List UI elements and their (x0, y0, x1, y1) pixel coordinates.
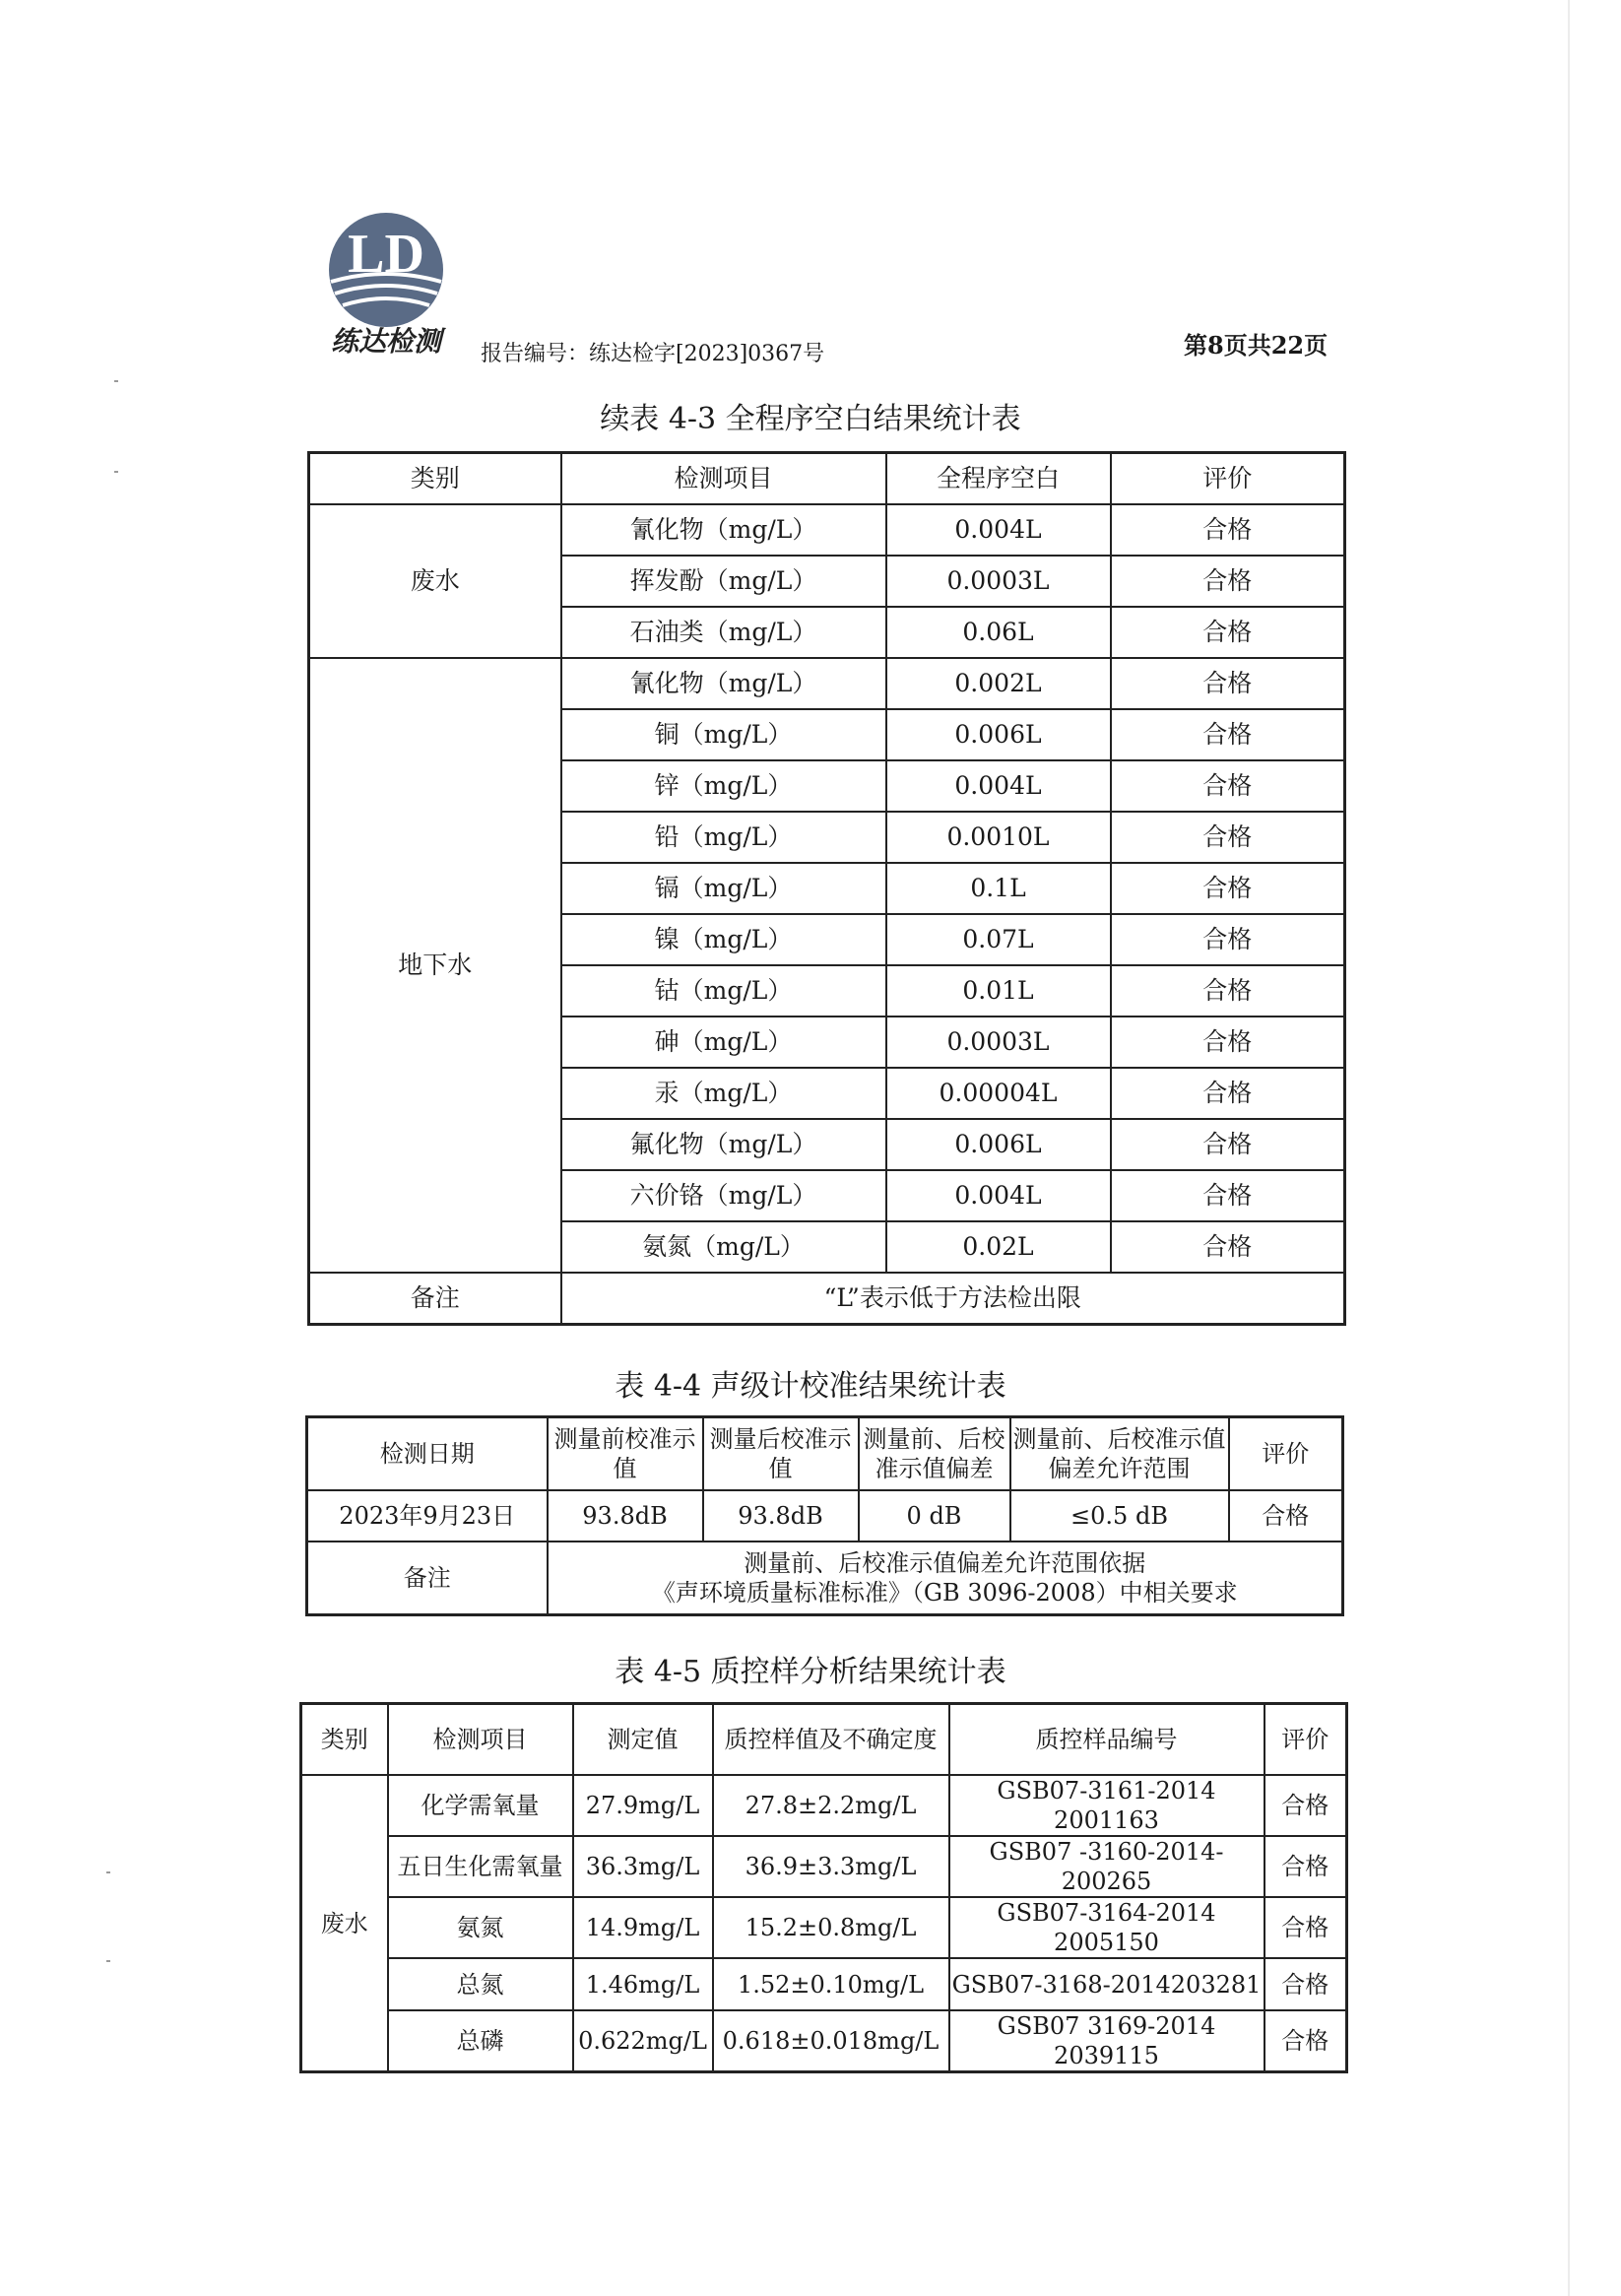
header-cell: 测量前校准示值 (548, 1417, 703, 1491)
header-cell: 类别 (309, 453, 561, 505)
after-value-cell: 93.8dB (703, 1490, 859, 1542)
value-cell: 0.004L (886, 504, 1111, 556)
evaluation-cell: 合格 (1111, 965, 1345, 1017)
scan-edge-line (1568, 0, 1570, 2296)
value-cell: 0.00004L (886, 1068, 1111, 1119)
measured-cell: 0.622mg/L (573, 2010, 713, 2072)
evaluation-cell: 合格 (1111, 1170, 1345, 1221)
header-cell: 评价 (1264, 1704, 1347, 1776)
evaluation-cell: 合格 (1111, 709, 1345, 760)
value-cell: 0.0003L (886, 556, 1111, 607)
table-row (309, 504, 1345, 556)
measured-cell: 27.9mg/L (573, 1775, 713, 1836)
evaluation-cell: 合格 (1264, 1775, 1347, 1836)
evaluation-cell: 合格 (1264, 2010, 1347, 2072)
reference-cell: 36.9±3.3mg/L (713, 1836, 949, 1897)
evaluation-cell: 合格 (1111, 812, 1345, 863)
item-cell: 六价铬（mg/L） (561, 1170, 886, 1221)
scan-speck (114, 380, 118, 382)
evaluation-cell: 合格 (1111, 760, 1345, 812)
value-cell: 0.07L (886, 914, 1111, 965)
reference-cell: 0.618±0.018mg/L (713, 2010, 949, 2072)
note-text (548, 1542, 1343, 1615)
evaluation-cell: 合格 (1264, 1836, 1347, 1897)
category-cell: 地下水 (309, 658, 561, 1273)
date-cell: 2023年9月23日 (307, 1490, 548, 1542)
reference-cell: 1.52±0.10mg/L (713, 1958, 949, 2010)
item-cell: 铜（mg/L） (561, 709, 886, 760)
value-cell: 0.02L (886, 1221, 1111, 1273)
scan-speck (114, 471, 118, 473)
value-cell: 0.0010L (886, 812, 1111, 863)
value-cell: 0.06L (886, 607, 1111, 658)
item-cell: 氟化物（mg/L） (561, 1119, 886, 1170)
deviation-cell: 0 dB (859, 1490, 1010, 1542)
reference-cell: 27.8±2.2mg/L (713, 1775, 949, 1836)
measured-cell: 36.3mg/L (573, 1836, 713, 1897)
table-row (301, 2010, 1347, 2072)
header-cell: 检测项目 (561, 453, 886, 505)
header-cell: 测量前、后校准示值偏差 (859, 1417, 1010, 1491)
note-line-2: 《声环境质量标准标准》（GB 3096-2008）中相关要求 (651, 1579, 1238, 1607)
table-4-5 (299, 1702, 1348, 2073)
table-row (301, 1836, 1347, 1897)
item-cell: 氰化物（mg/L） (561, 658, 886, 709)
measured-cell: 1.46mg/L (573, 1958, 713, 2010)
header-cell: 质控样品编号 (949, 1704, 1264, 1776)
value-cell: 0.006L (886, 709, 1111, 760)
table-4-4-caption: 表 4-4 声级计校准结果统计表 (615, 1369, 1006, 1404)
category-cell: 废水 (301, 1775, 388, 2072)
table-header-row (309, 453, 1345, 505)
item-cell: 总磷 (388, 2010, 573, 2072)
sample-no-cell: GSB07 3169-2014 2039115 (949, 2010, 1264, 2072)
value-cell: 0.01L (886, 965, 1111, 1017)
value-cell: 0.002L (886, 658, 1111, 709)
evaluation-cell: 合格 (1264, 1958, 1347, 2010)
sample-no-cell: GSB07-3161-2014 2001163 (949, 1775, 1264, 1836)
table-row (301, 1897, 1347, 1958)
item-cell: 镉（mg/L） (561, 863, 886, 914)
item-cell: 铅（mg/L） (561, 812, 886, 863)
evaluation-cell: 合格 (1111, 1221, 1345, 1273)
table-row (301, 1775, 1347, 1836)
value-cell: 0.004L (886, 760, 1111, 812)
logo-letters: LD (348, 224, 424, 285)
note-line-1: 测量前、后校准示值偏差允许范围依据 (744, 1549, 1146, 1577)
table-4-4 (305, 1415, 1344, 1616)
ld-logo (317, 211, 455, 359)
value-cell: 0.0003L (886, 1017, 1111, 1068)
header-cell: 检测日期 (307, 1417, 548, 1491)
value-cell: 0.004L (886, 1170, 1111, 1221)
page-number: 第8页共22页 (1184, 331, 1329, 360)
item-cell: 砷（mg/L） (561, 1017, 886, 1068)
item-cell: 钴（mg/L） (561, 965, 886, 1017)
sample-no-cell: GSB07 -3160-2014-200265 (949, 1836, 1264, 1897)
category-cell: 废水 (309, 504, 561, 658)
measured-cell: 14.9mg/L (573, 1897, 713, 1958)
allowed-range-cell: ≤0.5 dB (1010, 1490, 1229, 1542)
table-row (309, 658, 1345, 709)
reference-cell: 15.2±0.8mg/L (713, 1897, 949, 1958)
header-cell: 测量前、后校准示值偏差允许范围 (1010, 1417, 1229, 1491)
item-cell: 镍（mg/L） (561, 914, 886, 965)
table-4-5-caption: 表 4-5 质控样分析结果统计表 (615, 1655, 1006, 1689)
evaluation-cell: 合格 (1229, 1490, 1343, 1542)
item-cell: 化学需氧量 (388, 1775, 573, 1836)
table-4-3 (307, 451, 1346, 1326)
evaluation-cell: 合格 (1111, 1017, 1345, 1068)
note-label: 备注 (307, 1542, 548, 1615)
evaluation-cell: 合格 (1111, 1068, 1345, 1119)
header-cell: 评价 (1229, 1417, 1343, 1491)
item-cell: 总氮 (388, 1958, 573, 2010)
sample-no-cell: GSB07-3164-2014 2005150 (949, 1897, 1264, 1958)
item-cell: 汞（mg/L） (561, 1068, 886, 1119)
item-cell: 石油类（mg/L） (561, 607, 886, 658)
header-cell: 类别 (301, 1704, 388, 1776)
item-cell: 氰化物（mg/L） (561, 504, 886, 556)
evaluation-cell: 合格 (1111, 863, 1345, 914)
report-number: 报告编号：练达检字[2023]0367号 (481, 342, 825, 366)
logo-caption: 练达检测 (330, 325, 442, 358)
item-cell: 氨氮（mg/L） (561, 1221, 886, 1273)
item-cell: 挥发酚（mg/L） (561, 556, 886, 607)
evaluation-cell: 合格 (1111, 556, 1345, 607)
header-cell: 质控样值及不确定度 (713, 1704, 949, 1776)
value-cell: 0.006L (886, 1119, 1111, 1170)
scan-speck (106, 1871, 110, 1873)
evaluation-cell: 合格 (1111, 658, 1345, 709)
header-cell: 测定值 (573, 1704, 713, 1776)
header-cell: 检测项目 (388, 1704, 573, 1776)
evaluation-cell: 合格 (1111, 1119, 1345, 1170)
header-cell: 测量后校准示值 (703, 1417, 859, 1491)
evaluation-cell: 合格 (1111, 504, 1345, 556)
table-4-3-caption: 续表 4-3 全程序空白结果统计表 (600, 402, 1021, 436)
table-row (301, 1958, 1347, 2010)
header-cell: 评价 (1111, 453, 1345, 505)
note-row (309, 1273, 1345, 1325)
evaluation-cell: 合格 (1111, 914, 1345, 965)
value-cell: 0.1L (886, 863, 1111, 914)
item-cell: 锌（mg/L） (561, 760, 886, 812)
item-cell: 五日生化需氧量 (388, 1836, 573, 1897)
evaluation-cell: 合格 (1264, 1897, 1347, 1958)
sample-no-cell: GSB07-3168-2014203281 (949, 1958, 1264, 2010)
scan-speck (106, 1960, 110, 1962)
evaluation-cell: 合格 (1111, 607, 1345, 658)
header-cell: 全程序空白 (886, 453, 1111, 505)
before-value-cell: 93.8dB (548, 1490, 703, 1542)
item-cell: 氨氮 (388, 1897, 573, 1958)
note-label: 备注 (309, 1273, 561, 1325)
note-text: “L”表示低于方法检出限 (561, 1273, 1345, 1325)
